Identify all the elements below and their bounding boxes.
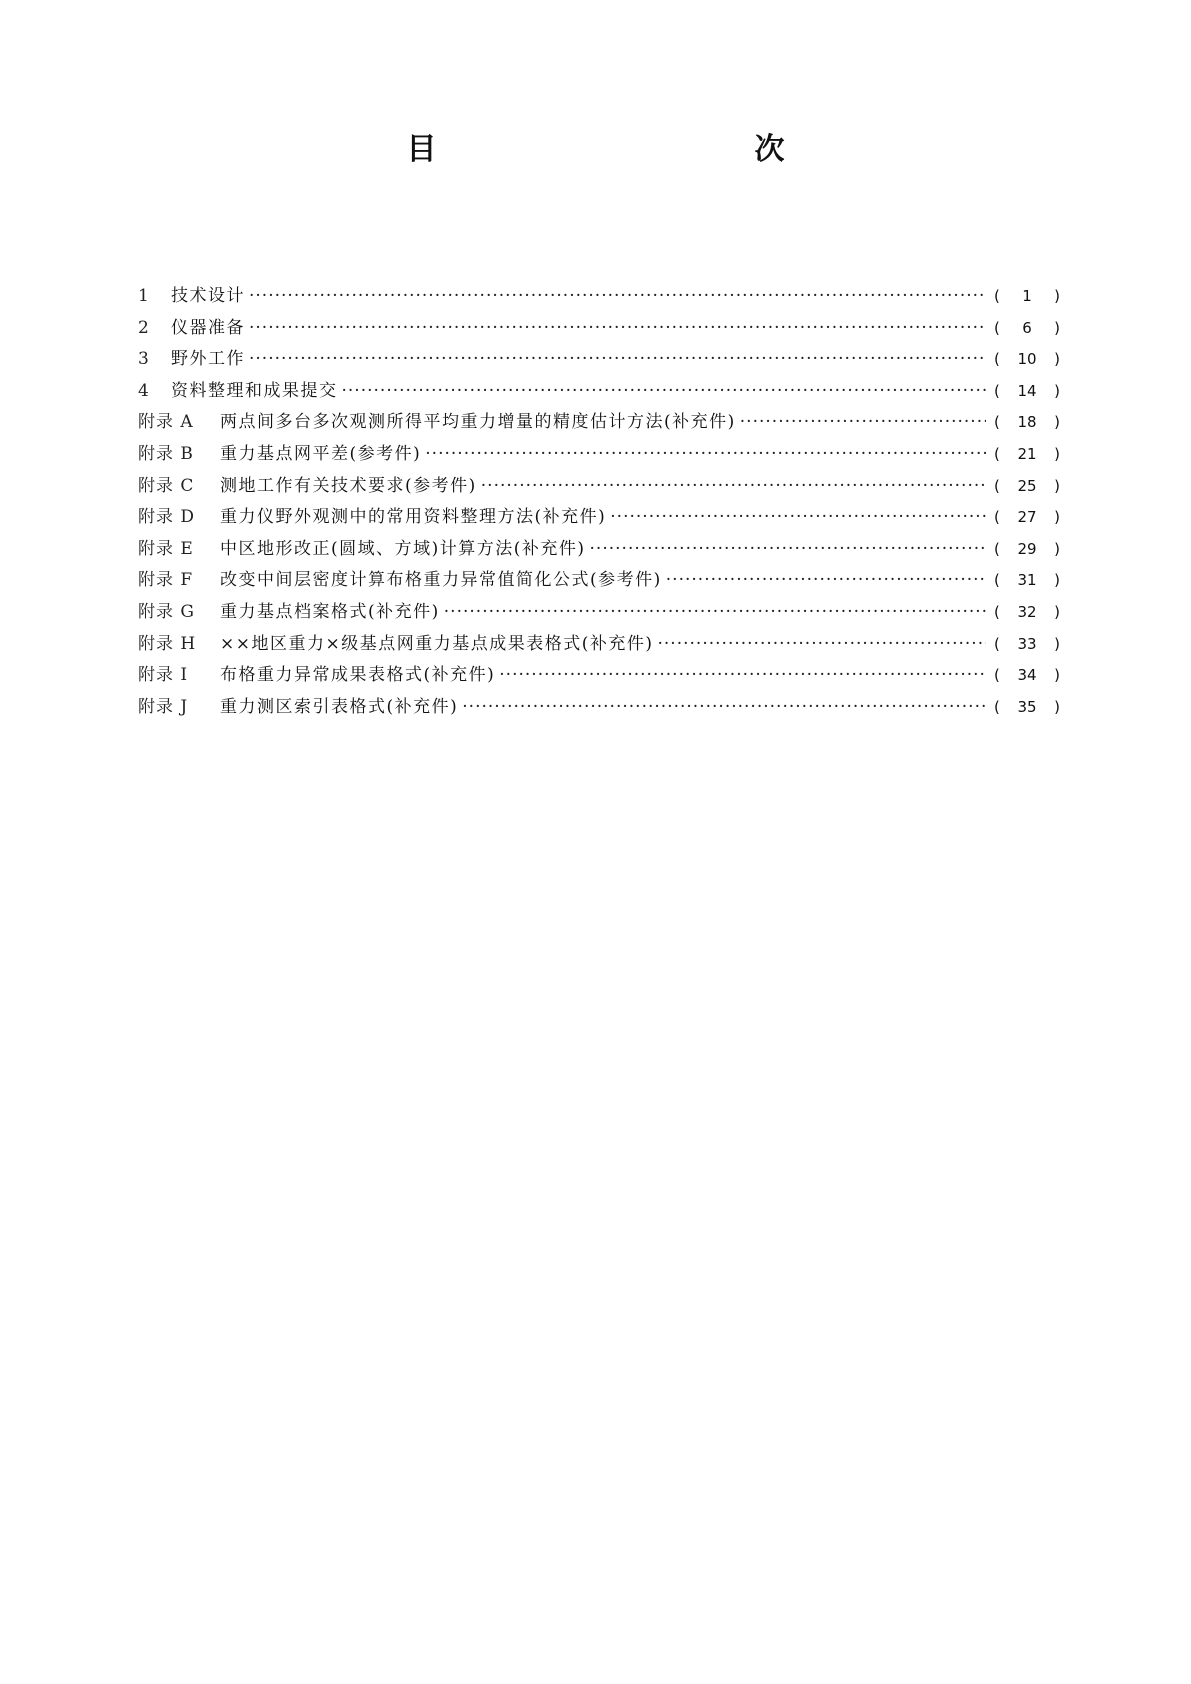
toc-entry-title: 改变中间层密度计算布格重力异常值简化公式(参考件) [220,570,662,591]
toc-dot-leader [444,597,986,629]
toc-entry [138,439,1060,471]
toc-entry-number: 附录 H [138,633,197,654]
toc-dot-leader [590,534,986,566]
toc-entry [138,534,1060,566]
toc-page-number: 35 [1017,697,1037,716]
toc-entry-title: 资料整理和成果提交 [171,380,338,401]
toc-dot-leader [610,502,986,534]
toc-page-number: 14 [1017,381,1037,400]
toc-entry-number: 附录 G [138,601,195,622]
toc-entry [138,313,1060,345]
toc-entry-title: 测地工作有关技术要求(参考件) [220,475,477,496]
toc-page-ref: ( 25 ) [994,471,1060,503]
toc-dot-leader [481,471,986,503]
toc-dot-leader [462,692,986,724]
toc-page-ref: ( 35 ) [994,692,1060,724]
toc-entry [138,376,1060,408]
toc-entry-title: 野外工作 [171,349,245,370]
toc-page-number: 27 [1017,508,1037,527]
toc-page-number: 25 [1017,476,1037,495]
toc-entry-title: 技术设计 [171,286,245,306]
toc-entry-title: 两点间多台多次观测所得平均重力增量的精度估计方法(补充件) [220,412,736,433]
toc-page-ref: ( 14 ) [994,376,1060,408]
toc-dot-leader [425,439,986,471]
toc-entry-number: 附录 C [138,475,195,496]
toc-page-number: 32 [1017,602,1037,621]
toc-page-number: 10 [1017,350,1037,369]
toc-page-number: 33 [1017,634,1037,653]
toc-entry [138,629,1060,661]
toc-page-ref: ( 29 ) [994,534,1060,566]
toc-entry [138,565,1060,597]
toc-entry [138,471,1060,503]
toc-entry-title: 中区地形改正(圆域、方域)计算方法(补充件) [220,538,586,559]
toc-entry-title: 重力测区索引表格式(补充件) [220,696,459,717]
toc-page-number: 1 [1022,287,1032,305]
toc-page-ref: ( 27 ) [994,502,1060,534]
toc-entry-number: 1 [138,286,149,306]
toc-page-ref: ( 18 ) [994,407,1060,439]
toc-entry-number: 附录 I [138,665,189,686]
toc-entry [138,281,1060,313]
toc-page-ref: ( 1 ) [994,281,1060,313]
toc-entry-title: 重力仪野外观测中的常用资料整理方法(补充件) [220,507,607,528]
toc-page-number: 6 [1022,318,1032,337]
toc-dot-leader [249,313,986,345]
toc-entry [138,344,1060,376]
toc-entry [138,692,1060,724]
toc-page-ref: ( 34 ) [994,660,1060,692]
toc-page-ref: ( 33 ) [994,629,1060,661]
toc-entry-title: 布格重力异常成果表格式(补充件) [220,665,496,686]
toc-page-number: 34 [1017,666,1037,685]
toc-dot-leader [249,281,986,313]
toc-entry-number: 附录 D [138,507,196,528]
toc-entry [138,597,1060,629]
toc-entry-title: ××地区重力×级基点网重力基点成果表格式(补充件) [220,633,654,654]
toc-page-number: 29 [1017,539,1037,558]
toc-entry-number: 4 [138,380,149,401]
toc-entry-number: 2 [138,317,149,338]
toc-entry-number: 附录 E [138,538,194,559]
toc-entry-number: 附录 A [138,412,194,433]
toc-dot-leader [249,344,986,376]
toc-entry [138,660,1060,692]
toc-dot-leader [666,565,986,597]
toc-dot-leader [499,660,986,692]
toc-entry-title: 仪器准备 [171,317,245,338]
toc-page-number: 18 [1017,413,1037,432]
toc-entry-title: 重力基点网平差(参考件) [220,443,422,464]
toc-page-number: 31 [1017,571,1037,590]
toc-dot-leader [740,407,986,439]
toc-entry-number: 附录 B [138,443,194,464]
toc-entry-number: 附录 J [138,696,189,717]
toc-entry-title: 重力基点档案格式(补充件) [220,601,440,622]
toc-entry-number: 附录 F [138,570,194,591]
toc-dot-leader [658,629,987,661]
toc-entry [138,407,1060,439]
toc-dot-leader [342,376,987,408]
toc-page-ref: ( 21 ) [994,439,1060,471]
toc-page-ref: ( 10 ) [994,344,1060,376]
toc-page-ref: ( 31 ) [994,565,1060,597]
toc-page-ref: ( 32 ) [994,597,1060,629]
toc-entry [138,502,1060,534]
page-title: 目 次 [406,132,871,167]
toc-entry-number: 3 [138,349,149,370]
toc-page-ref: ( 6 ) [994,313,1060,345]
toc-page-number: 21 [1017,444,1037,463]
table-of-contents [138,281,1060,723]
